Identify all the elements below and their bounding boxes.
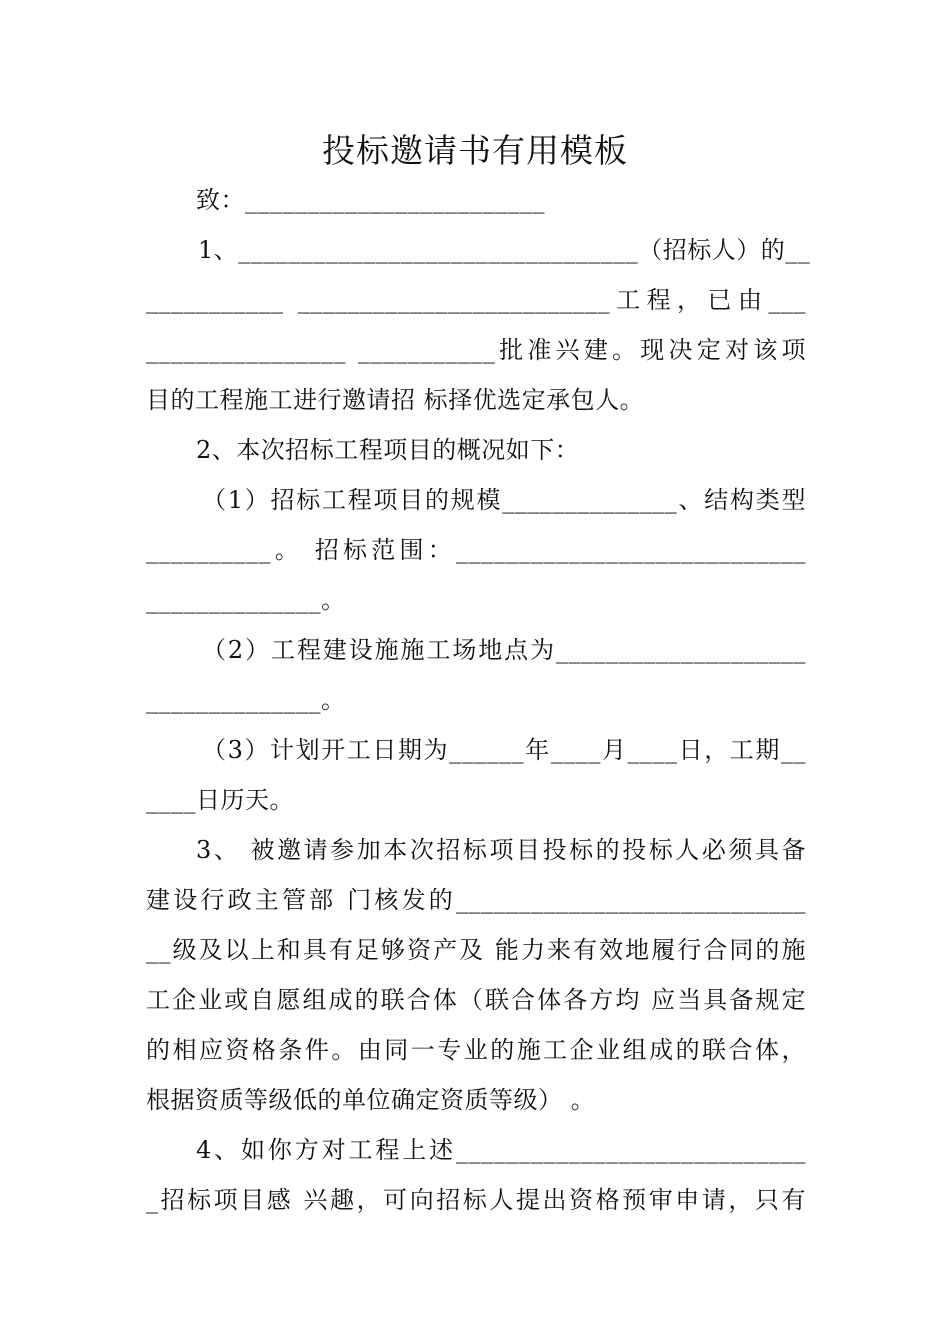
paragraph-4-line-2: _招标项目感 兴趣，可向招标人提出资格预审申请，只有 [146, 1186, 806, 1214]
paragraph-3-line-4: 工企业或自愿组成的联合体（联合体各方均 应当具备规定 [146, 986, 806, 1014]
paragraph-3-line-6: 根据资质等级低的单位确定资质等级） 。 [146, 1086, 596, 1114]
item-2-line-2: ______________。 [146, 686, 346, 714]
paragraph-3-line-5: 的相应资格条件。由同一专业的施工企业组成的联合体， [146, 1036, 806, 1064]
paragraph-1-line-4: 目的工程施工进行邀请招 标择优选定承包人。 [146, 386, 645, 414]
paragraph-4-line-1: 4、如你方对工程上述____________________________ [196, 1136, 806, 1164]
paragraph-1-line-3: ________________ ___________批准兴建。现决定对该项 [146, 336, 806, 364]
item-1-line-1: （1）招标工程项目的规模______________、结构类型 [202, 486, 806, 514]
paragraph-3-line-2: 建设行政主管部 门核发的____________________________ [146, 886, 806, 914]
paragraph-3-line-3: __级及以上和具有足够资产及 能力来有效地履行合同的施 [146, 936, 806, 964]
paragraph-1-line-1: 1、________________________________（招标人）的__ [198, 236, 811, 264]
item-1-line-3: ______________。 [146, 586, 346, 614]
paragraph-1-line-2: ___________ _________________________工程，已由___ [146, 286, 806, 314]
document-title: 投标邀请书有用模板 [322, 131, 628, 170]
item-3-line-2: ____日历天。 [146, 786, 294, 814]
item-1-line-2: __________。 招标范围：____________________________ [146, 536, 806, 564]
addressee-line: 致：________________________ [196, 186, 545, 214]
paragraph-3-line-1: 3、 被邀请参加本次招标项目投标的投标人必须具备 [196, 836, 806, 864]
paragraph-2-heading: 2、本次招标工程项目的概况如下： [196, 436, 580, 464]
item-2-line-1: （2）工程建设施施工场地点为____________________ [202, 636, 806, 664]
item-3-line-1: （3）计划开工日期为______年____月____日，工期__ [202, 736, 806, 764]
